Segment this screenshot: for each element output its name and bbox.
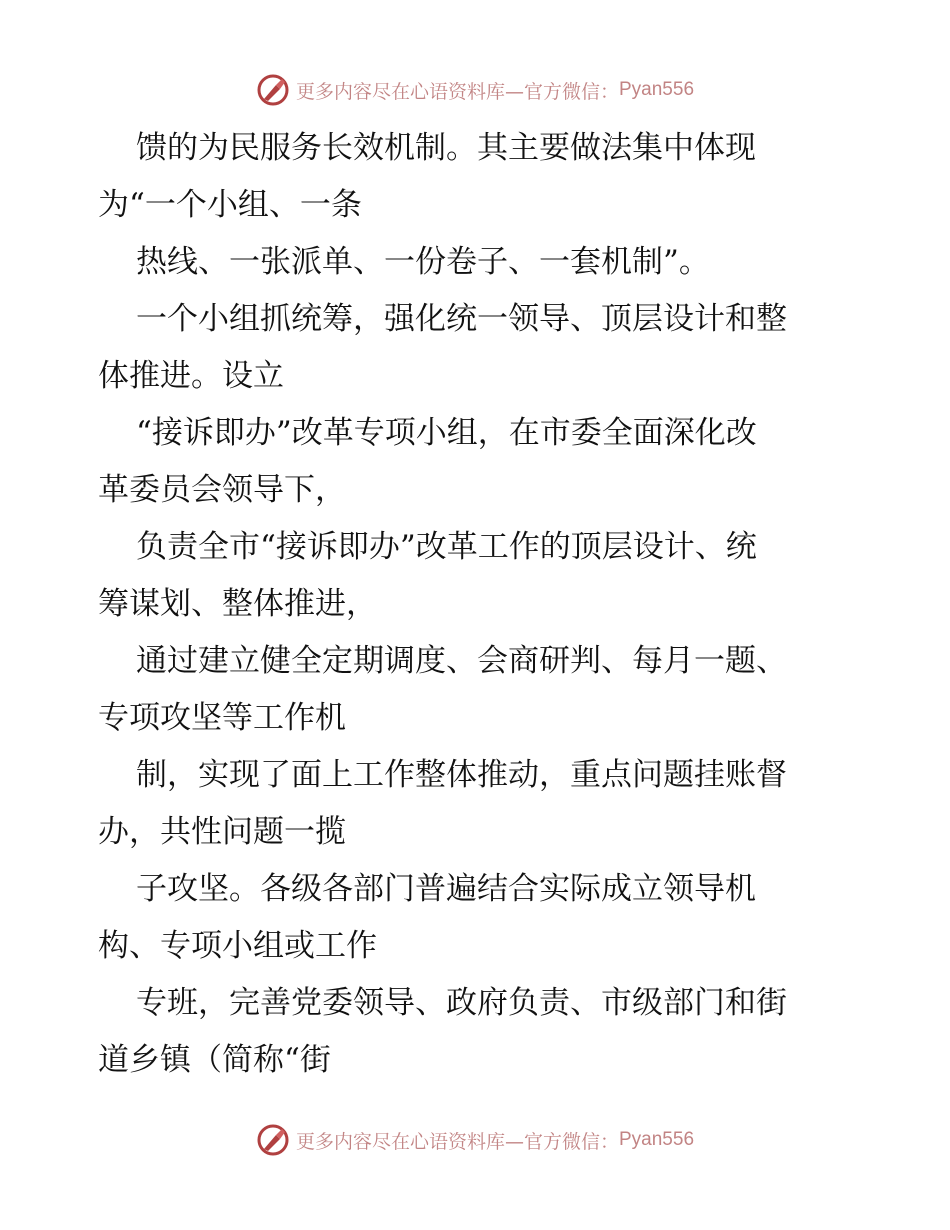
body-line: 构、专项小组或工作 bbox=[98, 928, 377, 964]
watermark-text: 更多内容尽在心语资料库—官方微信： bbox=[295, 1130, 619, 1153]
body-line: 专项攻坚等工作机 bbox=[98, 700, 346, 736]
body-line: 专班，完善党委领导、政府负责、市级部门和街 bbox=[136, 985, 787, 1021]
body-line: 办，共性问题一揽 bbox=[98, 814, 346, 850]
body-line: 革委员会领导下， bbox=[98, 472, 346, 508]
footer-watermark bbox=[0, 1120, 950, 1160]
body-line: 子攻坚。各级各部门普遍结合实际成立领导机 bbox=[136, 871, 756, 907]
body-line: 制，实现了面上工作整体推动，重点问题挂账督 bbox=[136, 757, 787, 793]
pen-logo-icon bbox=[256, 1123, 290, 1157]
body-line: 为“一个小组、一条 bbox=[98, 187, 362, 223]
body-line: 通过建立健全定期调度、会商研判、每月一题、 bbox=[136, 643, 787, 679]
body-line: 负责全市“接诉即办”改革工作的顶层设计、统 bbox=[136, 529, 757, 565]
body-line: 热线、一张派单、一份卷子、一套机制”。 bbox=[136, 244, 710, 280]
body-line: 一个小组抓统筹，强化统一领导、顶层设计和整 bbox=[136, 301, 787, 337]
body-line: 道乡镇（简称“街 bbox=[98, 1042, 331, 1078]
body-line: 筹谋划、整体推进， bbox=[98, 586, 377, 622]
watermark-wechat-id: Pyan556 bbox=[619, 79, 695, 100]
pen-logo-icon bbox=[256, 73, 290, 107]
watermark-text: 更多内容尽在心语资料库—官方微信： bbox=[295, 80, 619, 103]
document-body bbox=[98, 120, 858, 1089]
body-line: 体推进。设立 bbox=[98, 358, 284, 394]
header-watermark bbox=[0, 70, 950, 110]
watermark-wechat-id: Pyan556 bbox=[619, 1129, 695, 1150]
body-line: “接诉即办”改革专项小组，在市委全面深化改 bbox=[136, 415, 757, 451]
body-line: 馈的为民服务长效机制。其主要做法集中体现 bbox=[136, 130, 756, 166]
